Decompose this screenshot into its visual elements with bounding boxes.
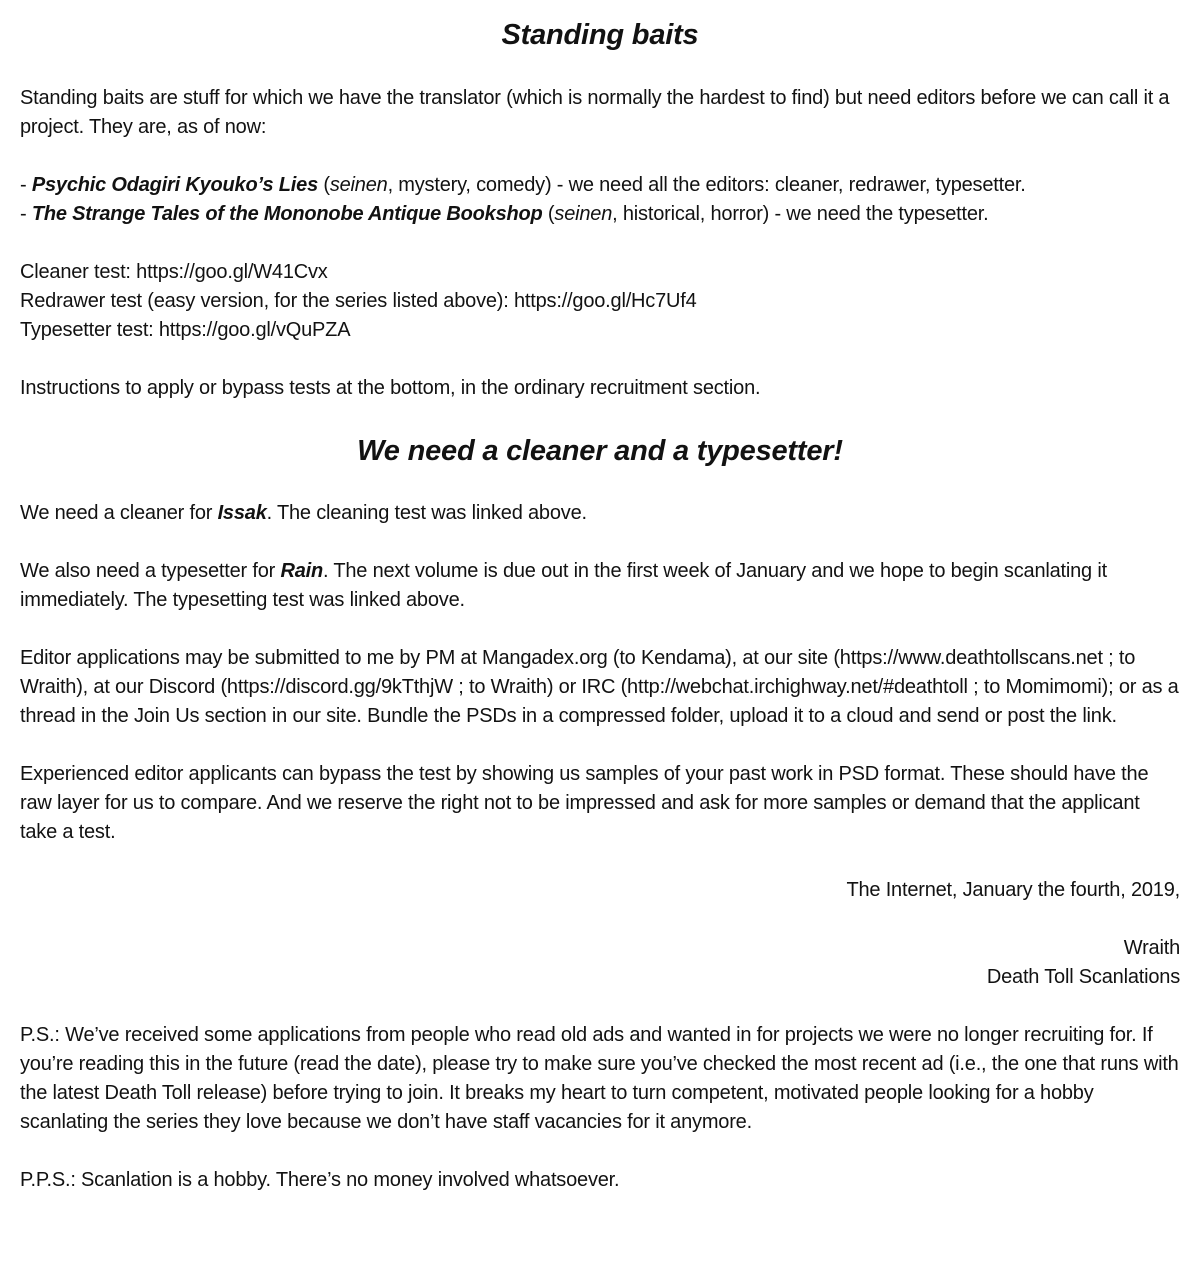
signature-block: [20, 934, 1180, 992]
pps-paragraph: P.P.S.: Scanlation is a hobby. There’s no money involved whatsoever.: [20, 1169, 620, 1191]
typesetter-test-line: Typesetter test: https://goo.gl/vQuPZA: [20, 319, 351, 341]
signature-name: Wraith: [1123, 937, 1180, 959]
bait-item-psychic-odagiri: - Psychic Odagiri Kyouko’s Lies (seinen, mystery, comedy) - we need all the editors: cleaner, redrawer, typesetter.: [20, 174, 1026, 196]
section-heading: We need a cleaner and a typesetter!: [357, 435, 843, 467]
test-links-block: [20, 258, 1180, 345]
redrawer-test-line: Redrawer test (easy version, for the series listed above): https://goo.gl/Hc7Uf4: [20, 290, 697, 312]
page-title: Standing baits: [501, 19, 699, 51]
typesetter-need-paragraph: We also need a typesetter for Rain. The next volume is due out in the first week of January and we hope to begin scanlating it immediately. The typesetting test was linked above.: [20, 560, 1107, 611]
cleaner-need-paragraph: We need a cleaner for Issak. The cleaning test was linked above.: [20, 502, 587, 524]
bait-item-mononobe-bookshop: - The Strange Tales of the Mononobe Antique Bookshop (seinen, historical, horror) - we need the typesetter.: [20, 203, 989, 225]
ps-paragraph: P.S.: We’ve received some applications from people who read old ads and wanted in for projects we were no longer recruiting for. If you’re reading this in the future (read the date), please try to make sure you’ve checked the most recent ad (i.e., the one that runs with the latest Death Toll release) before trying to join. It breaks my heart to turn competent, motivated people looking for a hobby scanlating the series they love because we don’t have staff vacancies for it anymore.: [20, 1024, 1179, 1133]
applications-paragraph: Editor applications may be submitted to me by PM at Mangadex.org (to Kendama), at our site (https://www.deathtollscans.net ; to Wraith), at our Discord (https://discord.gg/9kTthjW ; to Wraith) or IRC (http://webchat.irchighway.net/#deathtoll ; to Momimomi); or as a thread in the Join Us section in our site. Bundle the PSDs in a compressed folder, upload it to a cloud and send or post the link.: [20, 647, 1179, 727]
intro-paragraph: Standing baits are stuff for which we have the translator (which is normally the hardest to find) but need editors before we can call it a project. They are, as of now:: [20, 87, 1170, 138]
bait-list: [20, 171, 1180, 229]
bypass-paragraph: Experienced editor applicants can bypass the test by showing us samples of your past work in PSD format. These should have the raw layer for us to compare. And we reserve the right not to be impressed and ask for more samples or demand that the applicant take a test.: [20, 763, 1149, 843]
instructions-note: Instructions to apply or bypass tests at the bottom, in the ordinary recruitment section.: [20, 377, 761, 399]
signature-group: Death Toll Scanlations: [986, 966, 1180, 988]
dateline: The Internet, January the fourth, 2019,: [846, 879, 1180, 901]
cleaner-test-line: Cleaner test: https://goo.gl/W41Cvx: [20, 261, 328, 283]
